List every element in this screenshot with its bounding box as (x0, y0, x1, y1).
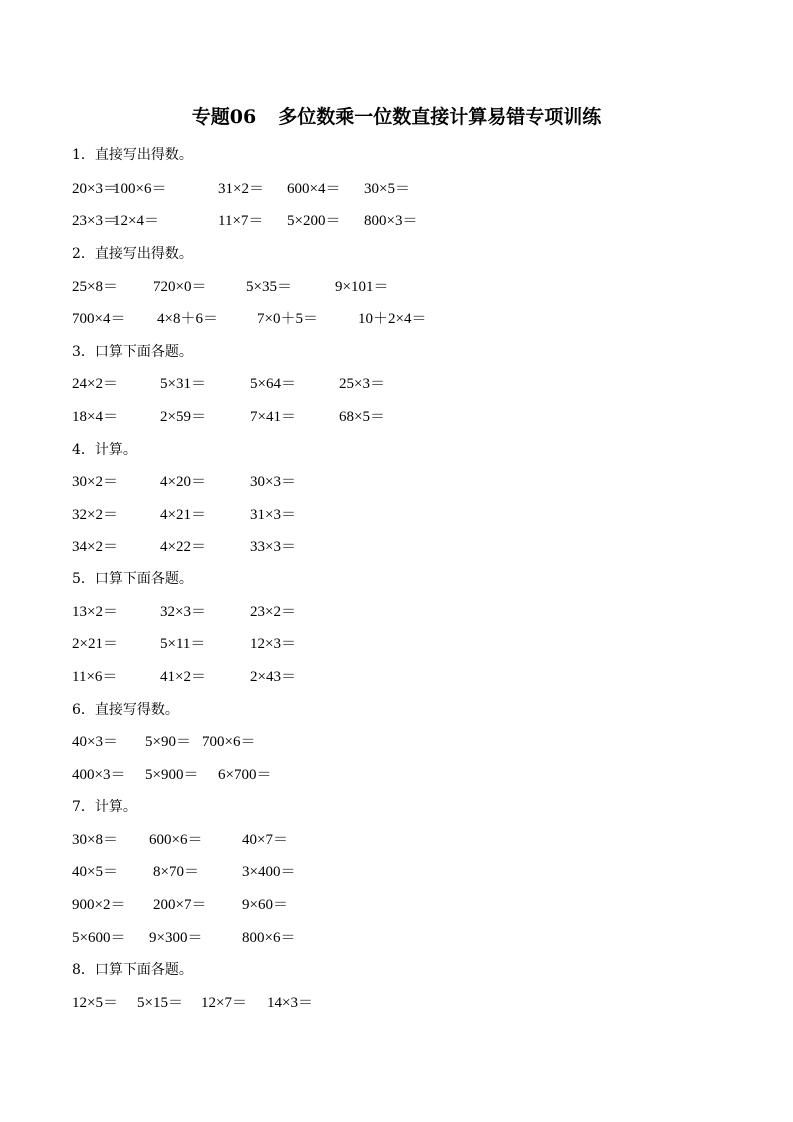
problem-item: 5×11＝ (160, 636, 206, 652)
problem-item: 7×0＋5＝ (257, 311, 318, 327)
problem-item: 700×6＝ (202, 734, 256, 750)
problem-item: 33×3＝ (250, 539, 296, 555)
problem-item: 31×2＝ (218, 181, 264, 197)
problem-item: 5×31＝ (160, 376, 206, 392)
problem-item: 2×21＝ (72, 636, 118, 652)
problem-item: 5×900＝ (145, 767, 199, 783)
problem-item: 32×3＝ (160, 604, 206, 620)
problem-item: 23×2＝ (250, 604, 296, 620)
problem-item: 4×21＝ (160, 507, 206, 523)
question-heading-2: 2．直接写出得数。 (72, 246, 193, 262)
problem-item: 5×90＝ (145, 734, 191, 750)
problem-item: 8×70＝ (153, 864, 199, 880)
problem-item: 800×3＝ (364, 213, 418, 229)
problem-item: 20×3＝ (72, 181, 118, 197)
problem-item: 4×8＋6＝ (157, 311, 218, 327)
problem-item: 5×15＝ (137, 995, 183, 1011)
problem-item: 900×2＝ (72, 897, 126, 913)
problem-item: 11×7＝ (218, 213, 264, 229)
title-prefix: 专题06 (191, 106, 257, 128)
problem-item: 30×8＝ (72, 832, 118, 848)
problem-item: 5×200＝ (287, 213, 341, 229)
problem-item: 40×7＝ (242, 832, 288, 848)
problem-item: 23×3＝ (72, 213, 118, 229)
question-heading-6: 6．直接写得数。 (72, 702, 179, 718)
problem-item: 720×0＝ (153, 279, 207, 295)
page-title (0, 104, 793, 130)
problem-item: 3×400＝ (242, 864, 296, 880)
problem-item: 700×4＝ (72, 311, 126, 327)
problem-item: 13×2＝ (72, 604, 118, 620)
problem-item: 41×2＝ (160, 669, 206, 685)
problem-item: 40×3＝ (72, 734, 118, 750)
problem-item: 400×3＝ (72, 767, 126, 783)
problem-item: 25×8＝ (72, 279, 118, 295)
problem-item: 4×22＝ (160, 539, 206, 555)
problem-item: 600×6＝ (149, 832, 203, 848)
problem-item: 9×60＝ (242, 897, 288, 913)
question-heading-5: 5．口算下面各题。 (72, 571, 193, 587)
problem-item: 30×5＝ (364, 181, 410, 197)
question-heading-8: 8．口算下面各题。 (72, 962, 193, 978)
problem-item: 9×300＝ (149, 930, 203, 946)
problem-item: 5×600＝ (72, 930, 126, 946)
problem-item: 12×3＝ (250, 636, 296, 652)
problem-item: 5×64＝ (250, 376, 296, 392)
problem-item: 68×5＝ (339, 409, 385, 425)
problem-item: 10＋2×4＝ (358, 311, 427, 327)
problem-item: 40×5＝ (72, 864, 118, 880)
title-main: 多位数乘一位数直接计算易错专项训练 (278, 106, 602, 128)
problem-item: 9×101＝ (335, 279, 389, 295)
problem-item: 30×3＝ (250, 474, 296, 490)
question-heading-3: 3．口算下面各题。 (72, 344, 193, 360)
problem-item: 32×2＝ (72, 507, 118, 523)
problem-item: 7×41＝ (250, 409, 296, 425)
problem-item: 18×4＝ (72, 409, 118, 425)
problem-item: 34×2＝ (72, 539, 118, 555)
problem-item: 12×5＝ (72, 995, 118, 1011)
problem-item: 2×43＝ (250, 669, 296, 685)
problem-item: 30×2＝ (72, 474, 118, 490)
problem-item: 14×3＝ (267, 995, 313, 1011)
problem-item: 12×4＝ (113, 213, 159, 229)
problem-item: 100×6＝ (113, 181, 167, 197)
problem-item: 25×3＝ (339, 376, 385, 392)
problem-item: 6×700＝ (218, 767, 272, 783)
problem-item: 12×7＝ (201, 995, 247, 1011)
problem-item: 200×7＝ (153, 897, 207, 913)
problem-item: 4×20＝ (160, 474, 206, 490)
problem-item: 800×6＝ (242, 930, 296, 946)
question-heading-4: 4．计算。 (72, 442, 137, 458)
question-heading-7: 7．计算。 (72, 799, 137, 815)
problem-item: 600×4＝ (287, 181, 341, 197)
question-heading-1: 1．直接写出得数。 (72, 147, 193, 163)
problem-item: 31×3＝ (250, 507, 296, 523)
problem-item: 2×59＝ (160, 409, 206, 425)
problem-item: 5×35＝ (246, 279, 292, 295)
problem-item: 11×6＝ (72, 669, 118, 685)
problem-item: 24×2＝ (72, 376, 118, 392)
